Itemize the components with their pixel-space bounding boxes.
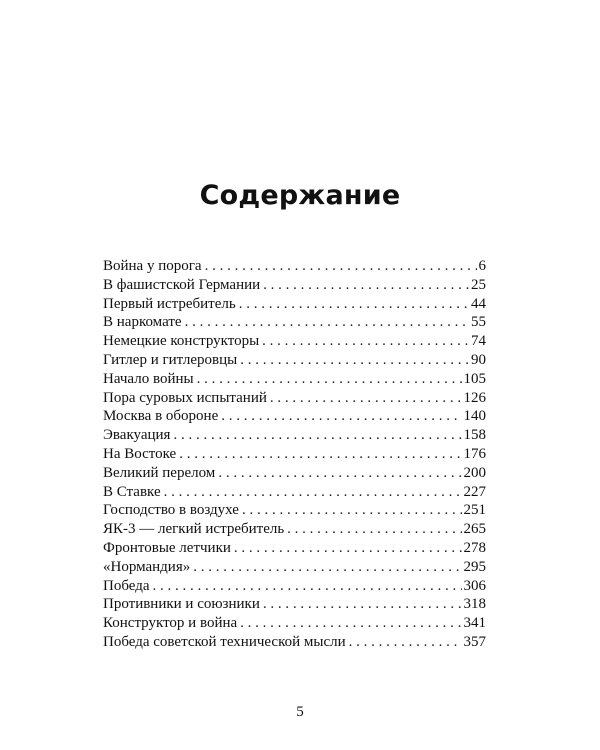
toc-dot-leader	[270, 390, 462, 407]
toc-entry-page: 105	[463, 370, 486, 387]
toc-entry-page: 126	[463, 389, 486, 406]
toc-entry-page: 6	[478, 258, 486, 274]
table-of-contents	[103, 258, 486, 653]
toc-entry-title: В наркомате	[103, 314, 182, 331]
toc-entry-page: 341	[463, 615, 486, 632]
toc-dot-leader	[262, 333, 469, 350]
toc-entry-page: 140	[463, 408, 486, 425]
toc-entry-title: Противники и союзники	[103, 596, 260, 613]
toc-dot-leader	[240, 615, 461, 632]
toc-entry-page: 357	[463, 633, 486, 650]
page-title: Содержание	[199, 180, 401, 211]
toc-entry[interactable]	[103, 596, 486, 615]
toc-entry[interactable]	[103, 296, 486, 315]
toc-dot-leader	[242, 502, 462, 519]
toc-entry-page: 55	[471, 314, 486, 331]
toc-entry-page: 176	[463, 445, 486, 462]
page-number: 5	[296, 704, 304, 720]
toc-entry-title: Москва в обороне	[103, 408, 219, 425]
toc-entry-page: 278	[463, 539, 486, 556]
toc-dot-leader	[287, 521, 461, 538]
toc-entry-page: 227	[463, 483, 486, 500]
toc-entry[interactable]	[103, 408, 486, 427]
toc-entry-page: 295	[463, 558, 486, 575]
toc-entry-title: В Ставке	[103, 483, 161, 500]
toc-dot-leader	[173, 427, 461, 444]
toc-entry-title: Победа советской технической мысли	[103, 633, 346, 650]
toc-entry[interactable]	[103, 390, 486, 409]
toc-entry[interactable]	[103, 484, 486, 503]
toc-entry[interactable]	[103, 314, 486, 333]
toc-entry-page: 251	[463, 502, 486, 519]
toc-entry-page: 265	[463, 521, 486, 538]
toc-entry-title: Пора суровых испытаний	[103, 389, 267, 406]
toc-entry[interactable]	[103, 615, 486, 634]
toc-entry-page: 74	[471, 333, 486, 350]
toc-dot-leader	[197, 371, 462, 388]
toc-entry-page: 25	[471, 276, 486, 293]
toc-entry[interactable]	[103, 465, 486, 484]
toc-dot-leader	[240, 352, 469, 369]
toc-entry-title: На Востоке	[103, 445, 177, 462]
toc-entry-title: «Нормандия»	[103, 558, 191, 575]
toc-dot-leader	[164, 484, 462, 501]
toc-dot-leader	[193, 559, 461, 576]
toc-entry[interactable]	[103, 446, 486, 465]
toc-entry-page: 200	[463, 464, 486, 481]
toc-dot-leader	[234, 540, 462, 557]
toc-entry[interactable]	[103, 559, 486, 578]
toc-entry[interactable]	[103, 502, 486, 521]
toc-entry-page: 318	[463, 596, 486, 613]
toc-entry[interactable]	[103, 277, 486, 296]
toc-entry-title: Конструктор и война	[103, 615, 238, 632]
toc-entry-title: ЯК-3 — легкий истребитель	[103, 521, 285, 538]
toc-entry[interactable]	[103, 333, 486, 352]
toc-dot-leader	[263, 596, 462, 613]
toc-entry[interactable]	[103, 540, 486, 559]
toc-entry-title: Война у порога	[103, 258, 202, 274]
toc-entry[interactable]	[103, 352, 486, 371]
toc-entry-page: 44	[471, 295, 486, 312]
toc-entry-title: Начало войны	[103, 370, 194, 387]
toc-dot-leader	[179, 446, 461, 463]
toc-dot-leader	[349, 634, 462, 651]
toc-entry-page: 158	[463, 427, 486, 444]
toc-entry-title: Гитлер и гитлеровцы	[103, 351, 238, 368]
toc-dot-leader	[218, 465, 461, 482]
toc-dot-leader	[185, 314, 469, 331]
toc-entry-title: Фронтовые летчики	[103, 539, 231, 556]
toc-entry-page: 90	[471, 351, 486, 368]
toc-dot-leader	[153, 578, 462, 595]
toc-entry-title: Эвакуация	[103, 427, 171, 444]
toc-dot-leader	[263, 277, 469, 294]
toc-dot-leader	[205, 258, 477, 275]
toc-entry[interactable]	[103, 427, 486, 446]
toc-entry[interactable]	[103, 521, 486, 540]
toc-entry[interactable]	[103, 371, 486, 390]
toc-entry[interactable]	[103, 258, 486, 277]
toc-entry-title: Первый истребитель	[103, 295, 236, 312]
toc-entry-title: Победа	[103, 577, 150, 594]
toc-dot-leader	[239, 296, 469, 313]
toc-entry-title: В фашистской Германии	[103, 276, 261, 293]
toc-entry-title: Немецкие конструкторы	[103, 333, 260, 350]
toc-entry-title: Господство в воздухе	[103, 502, 239, 519]
toc-entry[interactable]	[103, 634, 486, 653]
toc-entry-page: 306	[463, 577, 486, 594]
toc-entry-title: Великий перелом	[103, 464, 216, 481]
toc-entry[interactable]	[103, 578, 486, 597]
toc-dot-leader	[221, 408, 461, 425]
